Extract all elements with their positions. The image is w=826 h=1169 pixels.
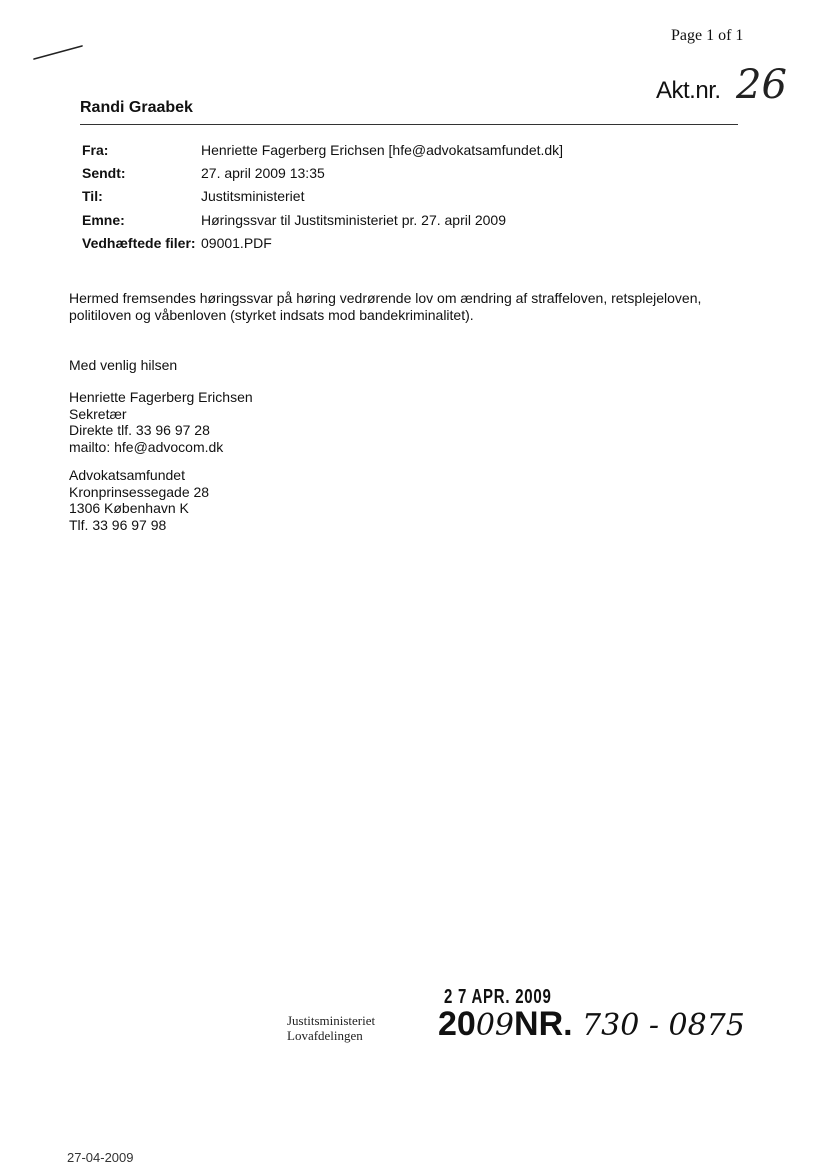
subject-value: Høringssvar til Justitsministeriet pr. 27. april 2009 bbox=[201, 211, 506, 228]
journal-number-handwritten: 730 - 0875 bbox=[582, 1008, 745, 1043]
sent-row bbox=[82, 162, 563, 185]
signature-phone: Direkte tlf. 33 96 97 28 bbox=[69, 422, 210, 438]
journal-nr-label: NR. bbox=[514, 1005, 573, 1043]
subject-label: Emne: bbox=[82, 211, 125, 228]
org-street: Kronprinsessegade 28 bbox=[69, 483, 210, 500]
signature-title: Sekretær bbox=[69, 405, 127, 422]
to-row bbox=[82, 185, 563, 208]
from-label: Fra: bbox=[82, 142, 109, 158]
org-name: Advokatsamfundet bbox=[69, 467, 185, 483]
attachments-label: Vedhæftede filer: bbox=[82, 234, 196, 251]
body-paragraph bbox=[69, 290, 719, 323]
org-phone: Tlf. 33 96 97 98 bbox=[69, 516, 167, 533]
pen-stroke-mark bbox=[30, 40, 90, 70]
body-line-2: politiloven og våbenloven (styrket indsats mod bandekriminalitet). bbox=[69, 306, 474, 323]
org-city: 1306 København K bbox=[69, 500, 189, 516]
stamp-ministry-name: Justitsministeriet bbox=[287, 1013, 376, 1028]
journal-number-stamp bbox=[438, 1005, 745, 1044]
sent-value: 27. april 2009 13:35 bbox=[201, 165, 325, 182]
signature-block bbox=[69, 389, 253, 455]
akt-nr-handwritten-number: 26 bbox=[736, 62, 787, 108]
mailbox-owner-name: Randi Graabek bbox=[80, 99, 193, 116]
ministry-stamp bbox=[287, 1013, 375, 1043]
organization-block bbox=[69, 467, 209, 533]
stamp-department: Lovafdelingen bbox=[287, 1028, 363, 1043]
subject-row bbox=[82, 209, 563, 232]
greeting: Med venlig hilsen bbox=[69, 357, 178, 373]
received-date-stamp: 2 7 APR. 2009 bbox=[444, 986, 552, 1008]
akt-nr-label: Akt.nr. bbox=[656, 77, 721, 104]
journal-year-handwritten: 09 bbox=[475, 1008, 515, 1043]
footer-print-date: 27-04-2009 bbox=[67, 1150, 134, 1165]
signature-email: mailto: hfe@advocom.dk bbox=[69, 438, 224, 455]
sent-label: Sendt: bbox=[82, 165, 126, 182]
to-label: Til: bbox=[82, 188, 103, 205]
header-divider bbox=[80, 124, 738, 125]
attachments-value: 09001.PDF bbox=[201, 234, 272, 251]
page-number: Page 1 of 1 bbox=[671, 27, 744, 44]
body-line-1: Hermed fremsendes høringssvar på høring vedrørende lov om ændring af straffeloven, retsplejeloven, bbox=[69, 290, 702, 306]
signature-name: Henriette Fagerberg Erichsen bbox=[69, 389, 253, 405]
to-value: Justitsministeriet bbox=[201, 188, 305, 205]
attachments-row bbox=[82, 232, 563, 255]
from-row bbox=[82, 139, 563, 162]
email-header-fields bbox=[82, 139, 563, 255]
journal-prefix: 20 bbox=[438, 1005, 476, 1043]
from-value: Henriette Fagerberg Erichsen [hfe@advokatsamfundet.dk] bbox=[201, 142, 564, 158]
